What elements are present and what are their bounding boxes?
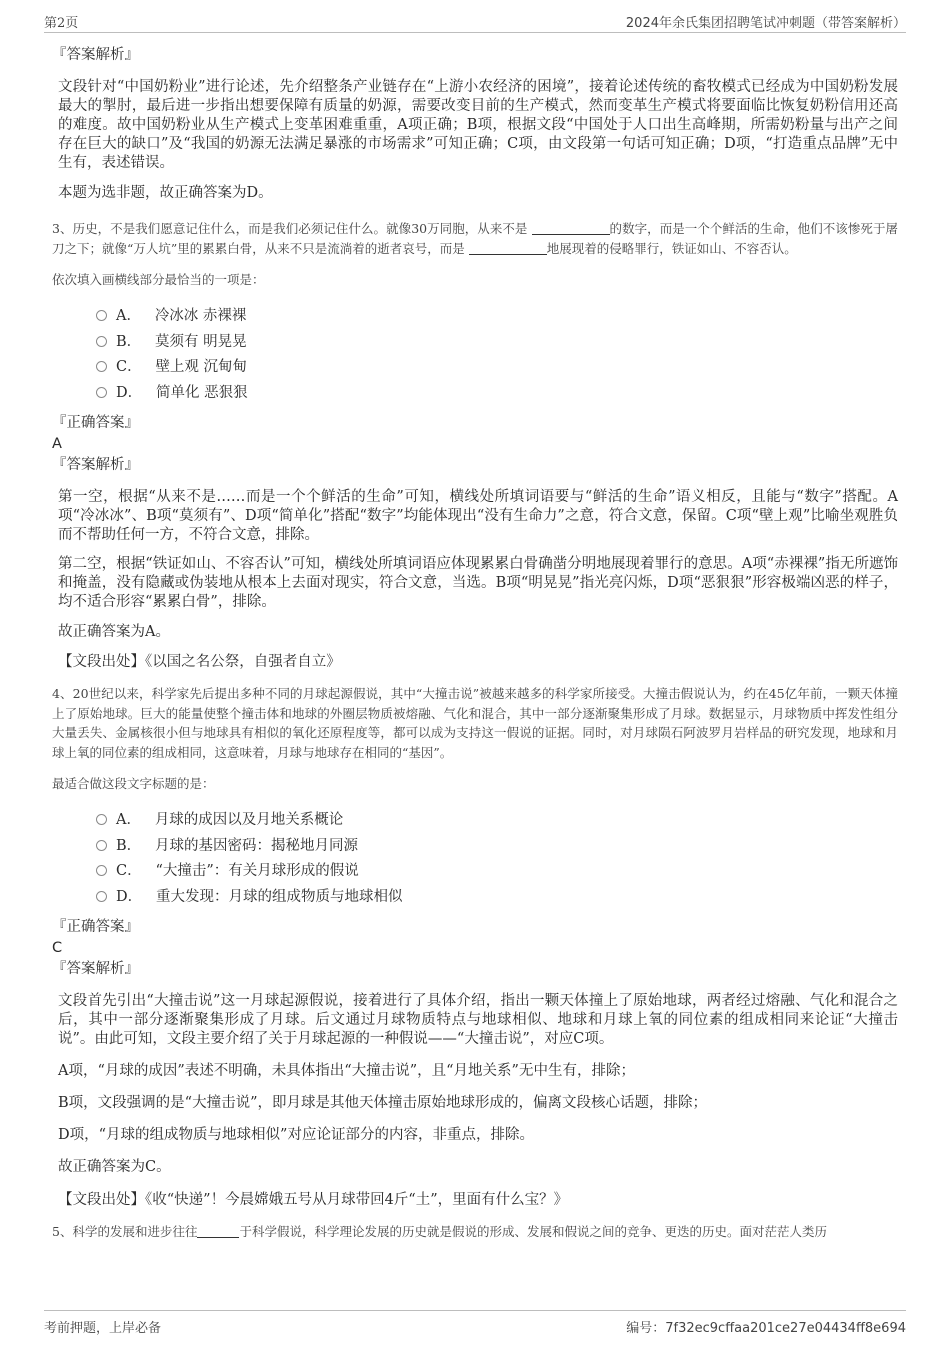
analysis-paragraph: 本题为选非题，故正确答案为D。 (58, 185, 273, 201)
radio-icon[interactable] (96, 840, 107, 851)
radio-icon[interactable] (96, 361, 107, 372)
option-b[interactable]: B． 莫须有 明晃晃 (96, 330, 898, 356)
option-d[interactable]: D． 重大发现：月球的组成物质与地球相似 (96, 885, 898, 911)
analysis-paragraph: 故正确答案为C。 (58, 1159, 171, 1175)
page-footer (44, 1310, 906, 1335)
analysis-label: 『答案解析』 (52, 457, 139, 473)
source-citation: 【文段出处】《以国之名公祭，自强者自立》 (58, 654, 341, 670)
radio-icon[interactable] (96, 891, 107, 902)
blank-line (532, 221, 610, 235)
analysis-paragraph: 故正确答案为A。 (58, 624, 170, 640)
radio-icon[interactable] (96, 310, 107, 321)
radio-icon[interactable] (96, 336, 107, 347)
blank-line (197, 1224, 239, 1238)
analysis-paragraph: 文段首先引出“大撞击说”这一月球起源假说，接着进行了具体介绍，指出一颗天体撞上了原始地球，两者经过熔融、气化和混合之后，其中一部分逐渐聚集形成了月球。后文通过月球物质特点与地球相似、地球和月球上氧的同位素的组成相同来论证“大撞击说”。由此可知，文段主要介绍了关于月球起源的一种假说——“大撞击说”，对应C项。 (58, 993, 898, 1047)
analysis-paragraph: D项，“月球的组成物质与地球相似”对应论证部分的内容，非重点，排除。 (58, 1127, 534, 1143)
option-list (96, 304, 898, 406)
analysis-paragraph: B项，文段强调的是“大撞击说”，即月球是其他天体撞击原始地球形成的，偏离文段核心话题，排除； (58, 1095, 707, 1111)
option-list (96, 808, 898, 910)
analysis-label: 『答案解析』 (52, 961, 139, 977)
correct-answer-label: 『正确答案』 (52, 919, 139, 935)
analysis-paragraph: 第二空，根据“铁证如山、不容否认”可知，横线处所填词语应体现累累白骨确凿分明地展现着罪行的意思。A项“赤裸裸”指无所遮饰和掩盖，没有隐藏或伪装地从根本上去面对现实，符合文意，当选。B项“明晃晃”指光亮闪烁，D项“恶狠狠”形容极端凶恶的样子，均不适合形容“累累白骨”，排除。 (58, 556, 898, 610)
analysis-paragraph: A项，“月球的成因”表述不明确，未具体指出“大撞击说”，且“月地关系”无中生有，排除； (58, 1063, 635, 1079)
page-number: 第2页 (44, 16, 79, 31)
radio-icon[interactable] (96, 814, 107, 825)
page-header (44, 12, 906, 33)
option-c[interactable]: C． 壁上观 沉甸甸 (96, 355, 898, 381)
correct-answer: C (52, 940, 63, 956)
page-content (52, 44, 898, 1242)
analysis-paragraph: 文段针对“中国奶粉业”进行论述，先介绍整条产业链存在“上游小农经济的困境”，接着论述传统的畜牧模式已经成为中国奶粉发展最大的掣肘，最后进一步指出想要保障有质量的奶源，需要改变目前的生产模式，然而变革生产模式将要面临比恢复奶粉信用还高的难度。故中国奶粉业从生产模式上变革困难重重，A项正确；B项，根据文段“中国处于人口出生高峰期，所需奶粉量与出产之间存在巨大的缺口”及“我国的奶源无法满足暴涨的市场需求”可知正确；C项，由文段第一句话可知正确；D项，“打造重点品牌”无中生有，表述错误。 (58, 79, 898, 171)
correct-answer-label: 『正确答案』 (52, 415, 139, 431)
question-stem: 5、科学的发展和进步往往 于科学假说，科学理论发展的历史就是假说的形成、发展和假说之间的竞争、更迭的历史。面对茫茫人类历 (52, 1224, 827, 1239)
option-b[interactable]: B． 月球的基因密码：揭秘地月同源 (96, 834, 898, 860)
radio-icon[interactable] (96, 865, 107, 876)
option-c[interactable]: C． “大撞击”：有关月球形成的假说 (96, 859, 898, 885)
question-stem: 3、历史，不是我们愿意记住什么，而是我们必须记住什么。就像30万同胞，从来不是 的数字，而是一个个鲜活的生命，他们不该惨死于屠刀之下；就像“万人坑”里的累累白骨，从来不只是流淌着的逝者哀号，而是 地展现着的侵略罪行，铁证如山、不容否认。 (52, 221, 898, 256)
analysis-label: 『答案解析』 (52, 47, 139, 63)
option-d[interactable]: D． 简单化 恶狠狠 (96, 381, 898, 407)
analysis-paragraph: 第一空，根据“从来不是……而是一个个鲜活的生命”可知，横线处所填词语要与“鲜活的生命”语义相反，且能与“数字”搭配。A项“冷冰冰”、B项“莫须有”、D项“简单化”搭配“数字”均能体现出“没有生命力”之意，符合文意，保留。C项“壁上观”比喻坐观胜负而不帮助任何一方，不符合文意，排除。 (58, 489, 898, 543)
option-a[interactable]: A． 冷冰冰 赤裸裸 (96, 304, 898, 330)
correct-answer: A (52, 436, 62, 452)
footer-slogan: 考前押题，上岸必备 (44, 1321, 162, 1336)
document-code: 编号：7f32ec9cffaa201ce27e04434ff8e694 (626, 1321, 906, 1336)
option-a[interactable]: A． 月球的成因以及月地关系概论 (96, 808, 898, 834)
question-stem: 4、20世纪以来，科学家先后提出多种不同的月球起源假说，其中“大撞击说”被越来越多的科学家所接受。大撞击假说认为，约在45亿年前，一颗天体撞上了原始地球。巨大的能量使整个撞击体和地球的外圈层物质被熔融、气化和混合，其中一部分逐渐聚集形成了月球。数据显示，月球物质中挥发性组分大量丢失、金属核很小但与地球具有相似的氧化还原程度等，都可以成为支持这一假说的证据。同时，对月球陨石阿波罗月岩样品的研究发现，地球和月球上氧的同位素的组成相同，这意味着，月球与地球存在相同的“基因”。 (52, 686, 898, 760)
question-prompt: 依次填入画横线部分最恰当的一项是： (52, 272, 265, 287)
radio-icon[interactable] (96, 387, 107, 398)
blank-line (469, 241, 547, 255)
source-citation: 【文段出处】《收“快递”！今晨嫦娥五号从月球带回4斤“土”，里面有什么宝？》 (58, 1192, 569, 1208)
document-title: 2024年余氏集团招聘笔试冲刺题（带答案解析） (625, 16, 906, 31)
question-prompt: 最适合做这段文字标题的是： (52, 776, 215, 791)
